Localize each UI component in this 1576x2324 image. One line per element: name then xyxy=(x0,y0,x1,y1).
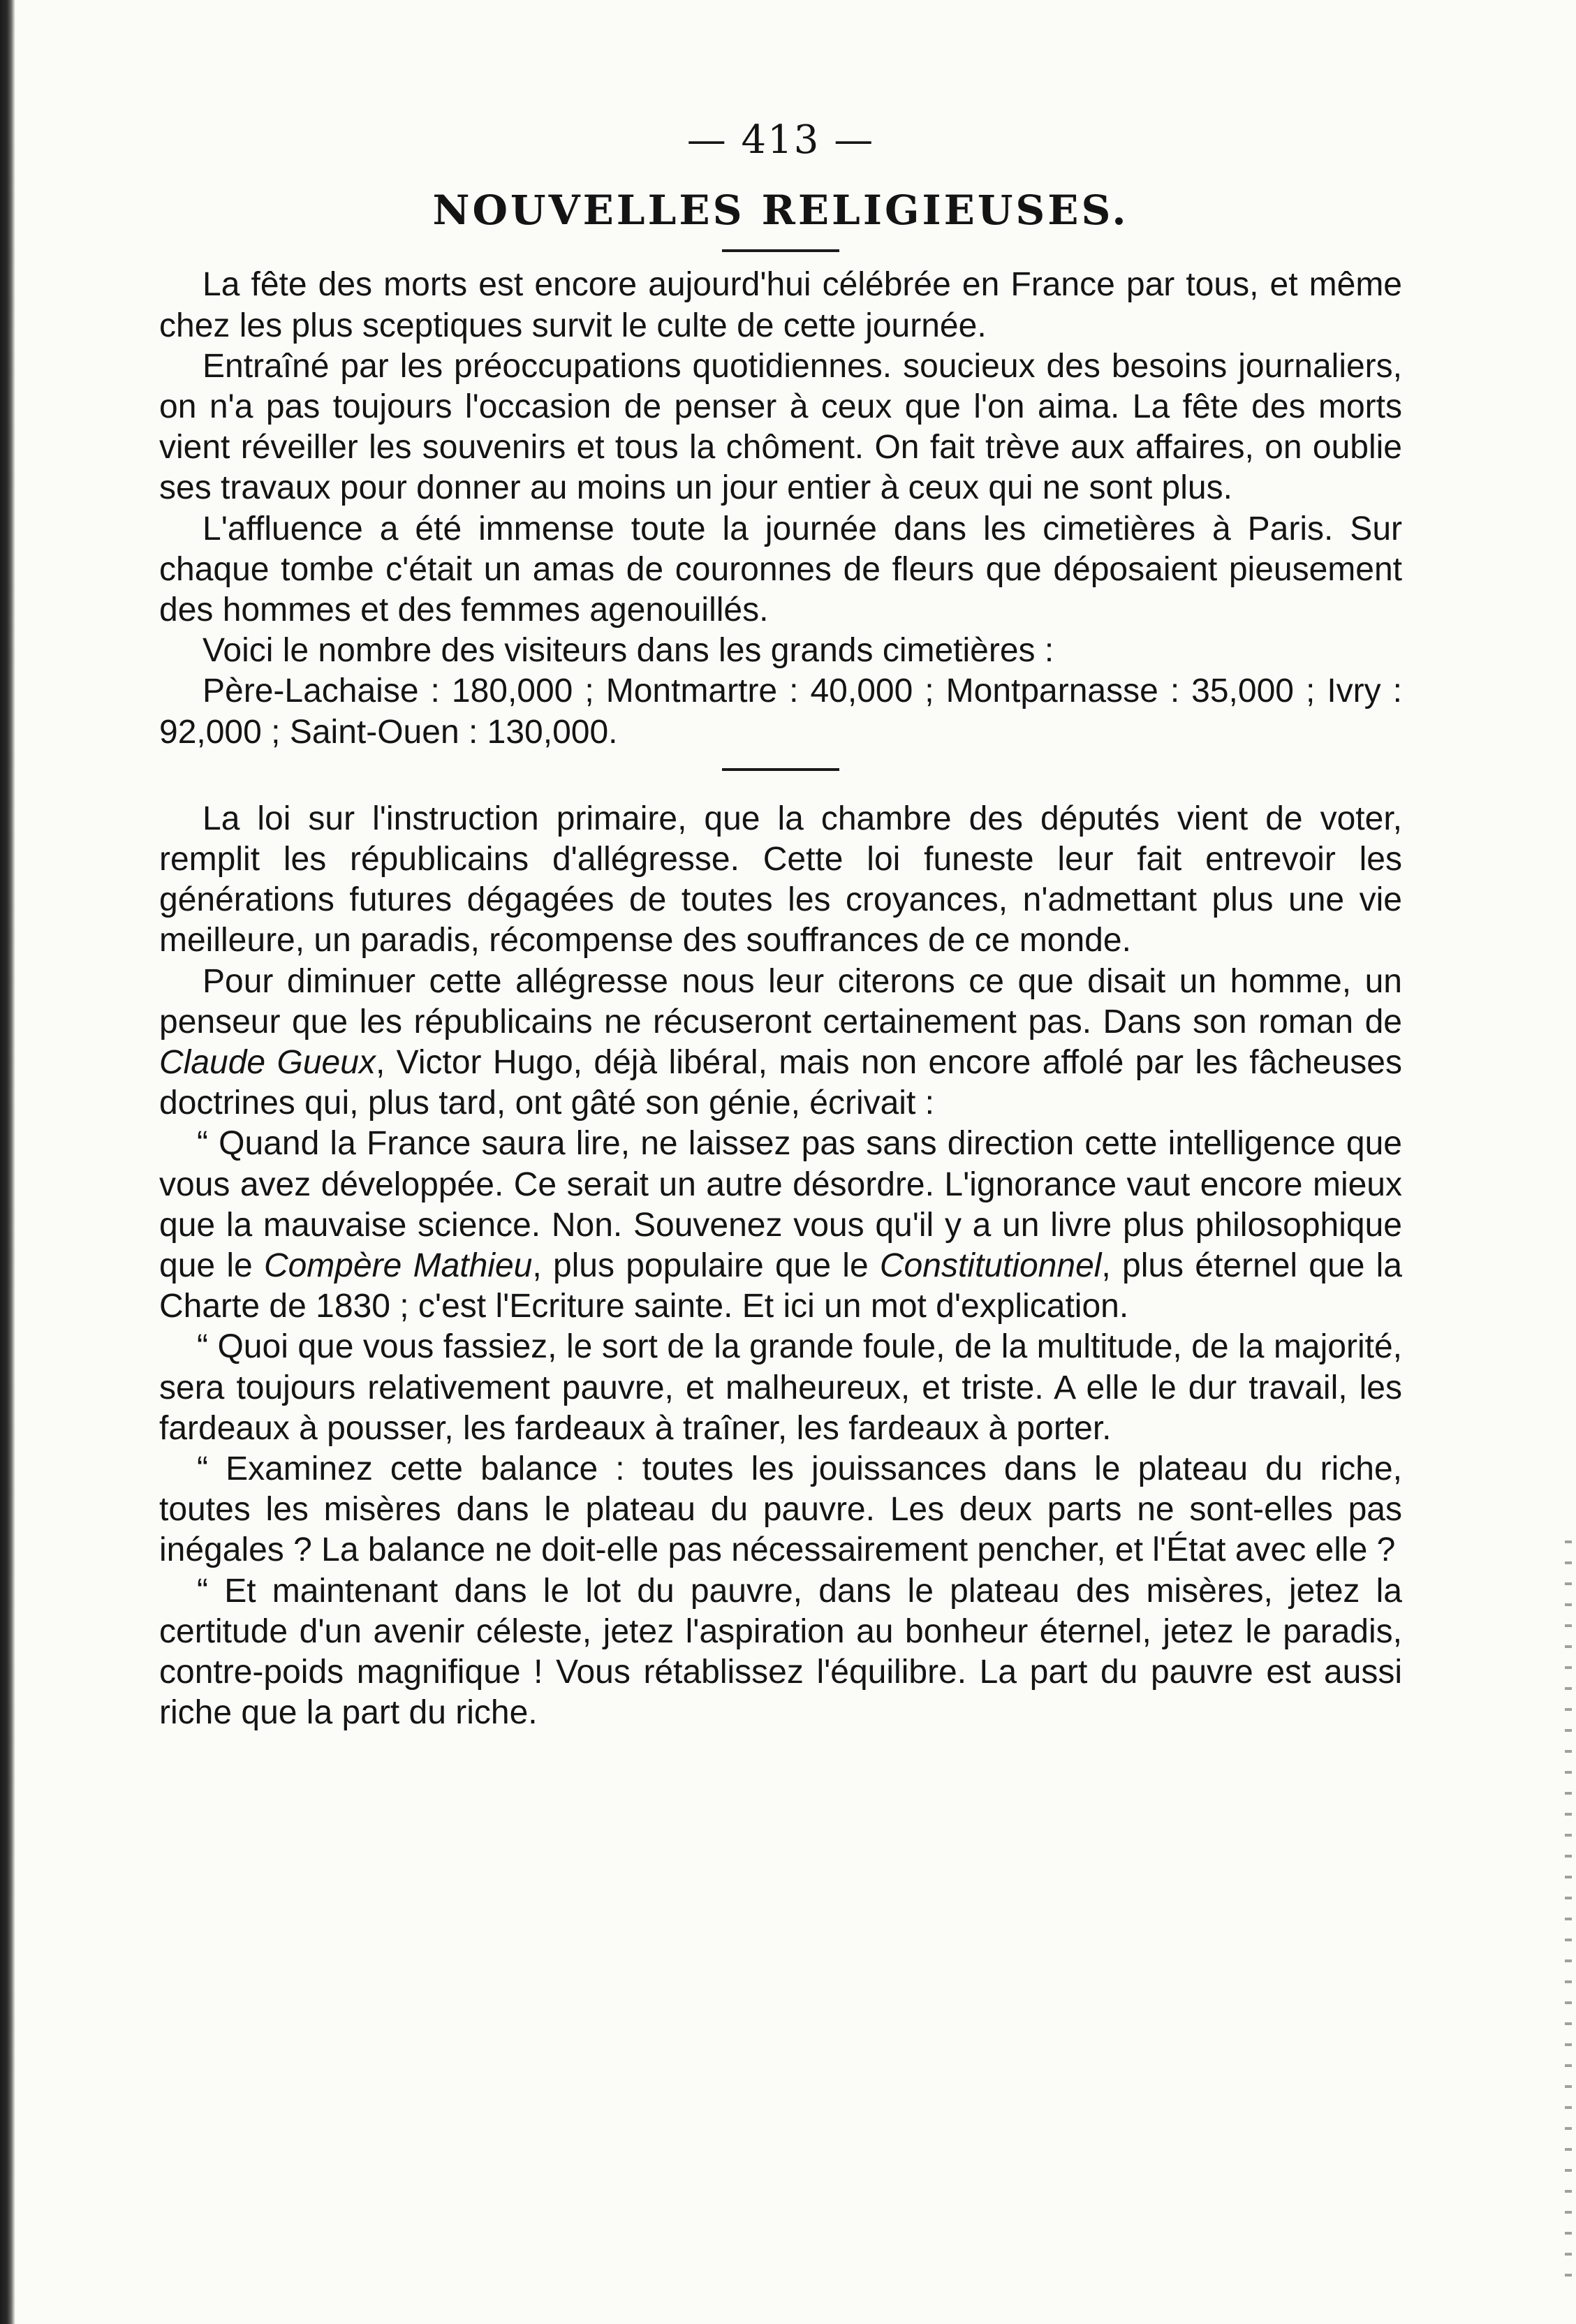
quote-paragraph xyxy=(159,1124,1402,1327)
quote-paragraph: “ Examinez cette balance : toutes les jouissances dans le plateau du riche, toutes les misères dans le plateau du pauvre. Les deux parts ne sont-elles pas inégales ? La balance ne doit-elle pas nécessairement pencher, et l'État avec elle ? xyxy=(159,1450,1402,1569)
paragraph: Entraîné par les préoccupations quotidiennes. soucieux des besoins journaliers, on n'a pas toujours l'occasion de penser à ceux que l'on aima. La fête des morts vient réveiller les souvenirs et tous la chôment. On fait trève aux affaires, on oublie ses travaux pour donner au moins un jour entier à ceux qui ne sont plus. xyxy=(159,347,1402,507)
text-run: , plus éternel que la Charte de 1830 ; c'est l'Ecriture sainte. Et ici un mot d'explication. xyxy=(159,1247,1402,1325)
newspaper-title: Constitutionnel xyxy=(879,1247,1102,1285)
text-run: Pour diminuer cette allégresse nous leur citerons ce que disait un homme, un penseur que les républicains ne récuseront certainement pas. Dans son roman de xyxy=(159,962,1402,1040)
visitor-counts: Père-Lachaise : 180,000 ; Montmartre : 40,000 ; Montparnasse : 35,000 ; Ivry : 92,000 ; Saint-Ouen : 130,000. xyxy=(159,672,1402,751)
book-title: Compère Mathieu xyxy=(263,1247,533,1285)
paragraph xyxy=(159,962,1402,1124)
quote-paragraph: “ Quoi que vous fassiez, le sort de la grande foule, de la multitude, de la majorité, sera toujours relativement pauvre, et malheureux, et triste. A elle le dur travail, les fardeaux à pousser, les fardeaux à traîner, les fardeaux à porter. xyxy=(159,1328,1402,1447)
page-binding-edge xyxy=(0,0,15,2324)
text-run: , Victor Hugo, déjà libéral, mais non encore affolé par les fâcheuses doctrines qui, plus tard, ont gâté son génie, écrivait : xyxy=(159,1044,1403,1122)
book-title: Claude Gueux xyxy=(159,1044,376,1082)
paragraph: La loi sur l'instruction primaire, que la chambre des députés vient de voter, remplit les républicains d'allégresse. Cette loi funeste leur fait entrevoir les générations futures dégagées de toutes les croyances, n'admettant plus une vie meilleure, un paradis, récompense des souffrances de ce monde. xyxy=(159,800,1402,959)
section-heading: NOUVELLES RELIGIEUSES. xyxy=(432,186,1129,234)
paragraph: La fête des morts est encore aujourd'hui célébrée en France par tous, et même chez les plus sceptiques survit le culte de cette journée. xyxy=(159,266,1402,344)
quote-paragraph: “ Et maintenant dans le lot du pauvre, dans le plateau des misères, jetez la certitude d'un avenir céleste, jetez l'aspiration au bonheur éternel, jetez le paradis, contre-poids magnifique ! Vous rétablissez l'équilibre. La part du pauvre est aussi riche que la part du riche. xyxy=(159,1572,1402,1732)
page-content xyxy=(159,119,1402,1734)
paragraph: Voici le nombre des visiteurs dans les grands cimetières : xyxy=(202,632,1054,670)
page-number: — 413 — xyxy=(686,117,875,163)
scan-edge-marks xyxy=(1565,1522,1572,2290)
text-run: , plus populaire que le xyxy=(532,1247,880,1285)
heading-rule xyxy=(722,249,839,252)
text-run: “ Quand la France saura lire, ne laissez pas sans direction cette intelligence que vous avez développée. Ce serait un autre désordre. L'ignorance vaut encore mieux que la mauvaise science. Non. Souvenez vous qu'il y a un livre plus philosophique que le xyxy=(159,1125,1402,1285)
paragraph: L'affluence a été immense toute la journée dans les cimetières à Paris. Sur chaque tombe c'était un amas de couronnes de fleurs que déposaient pieusement des hommes et des femmes agenouillés. xyxy=(159,510,1402,629)
section-separator xyxy=(722,768,839,771)
